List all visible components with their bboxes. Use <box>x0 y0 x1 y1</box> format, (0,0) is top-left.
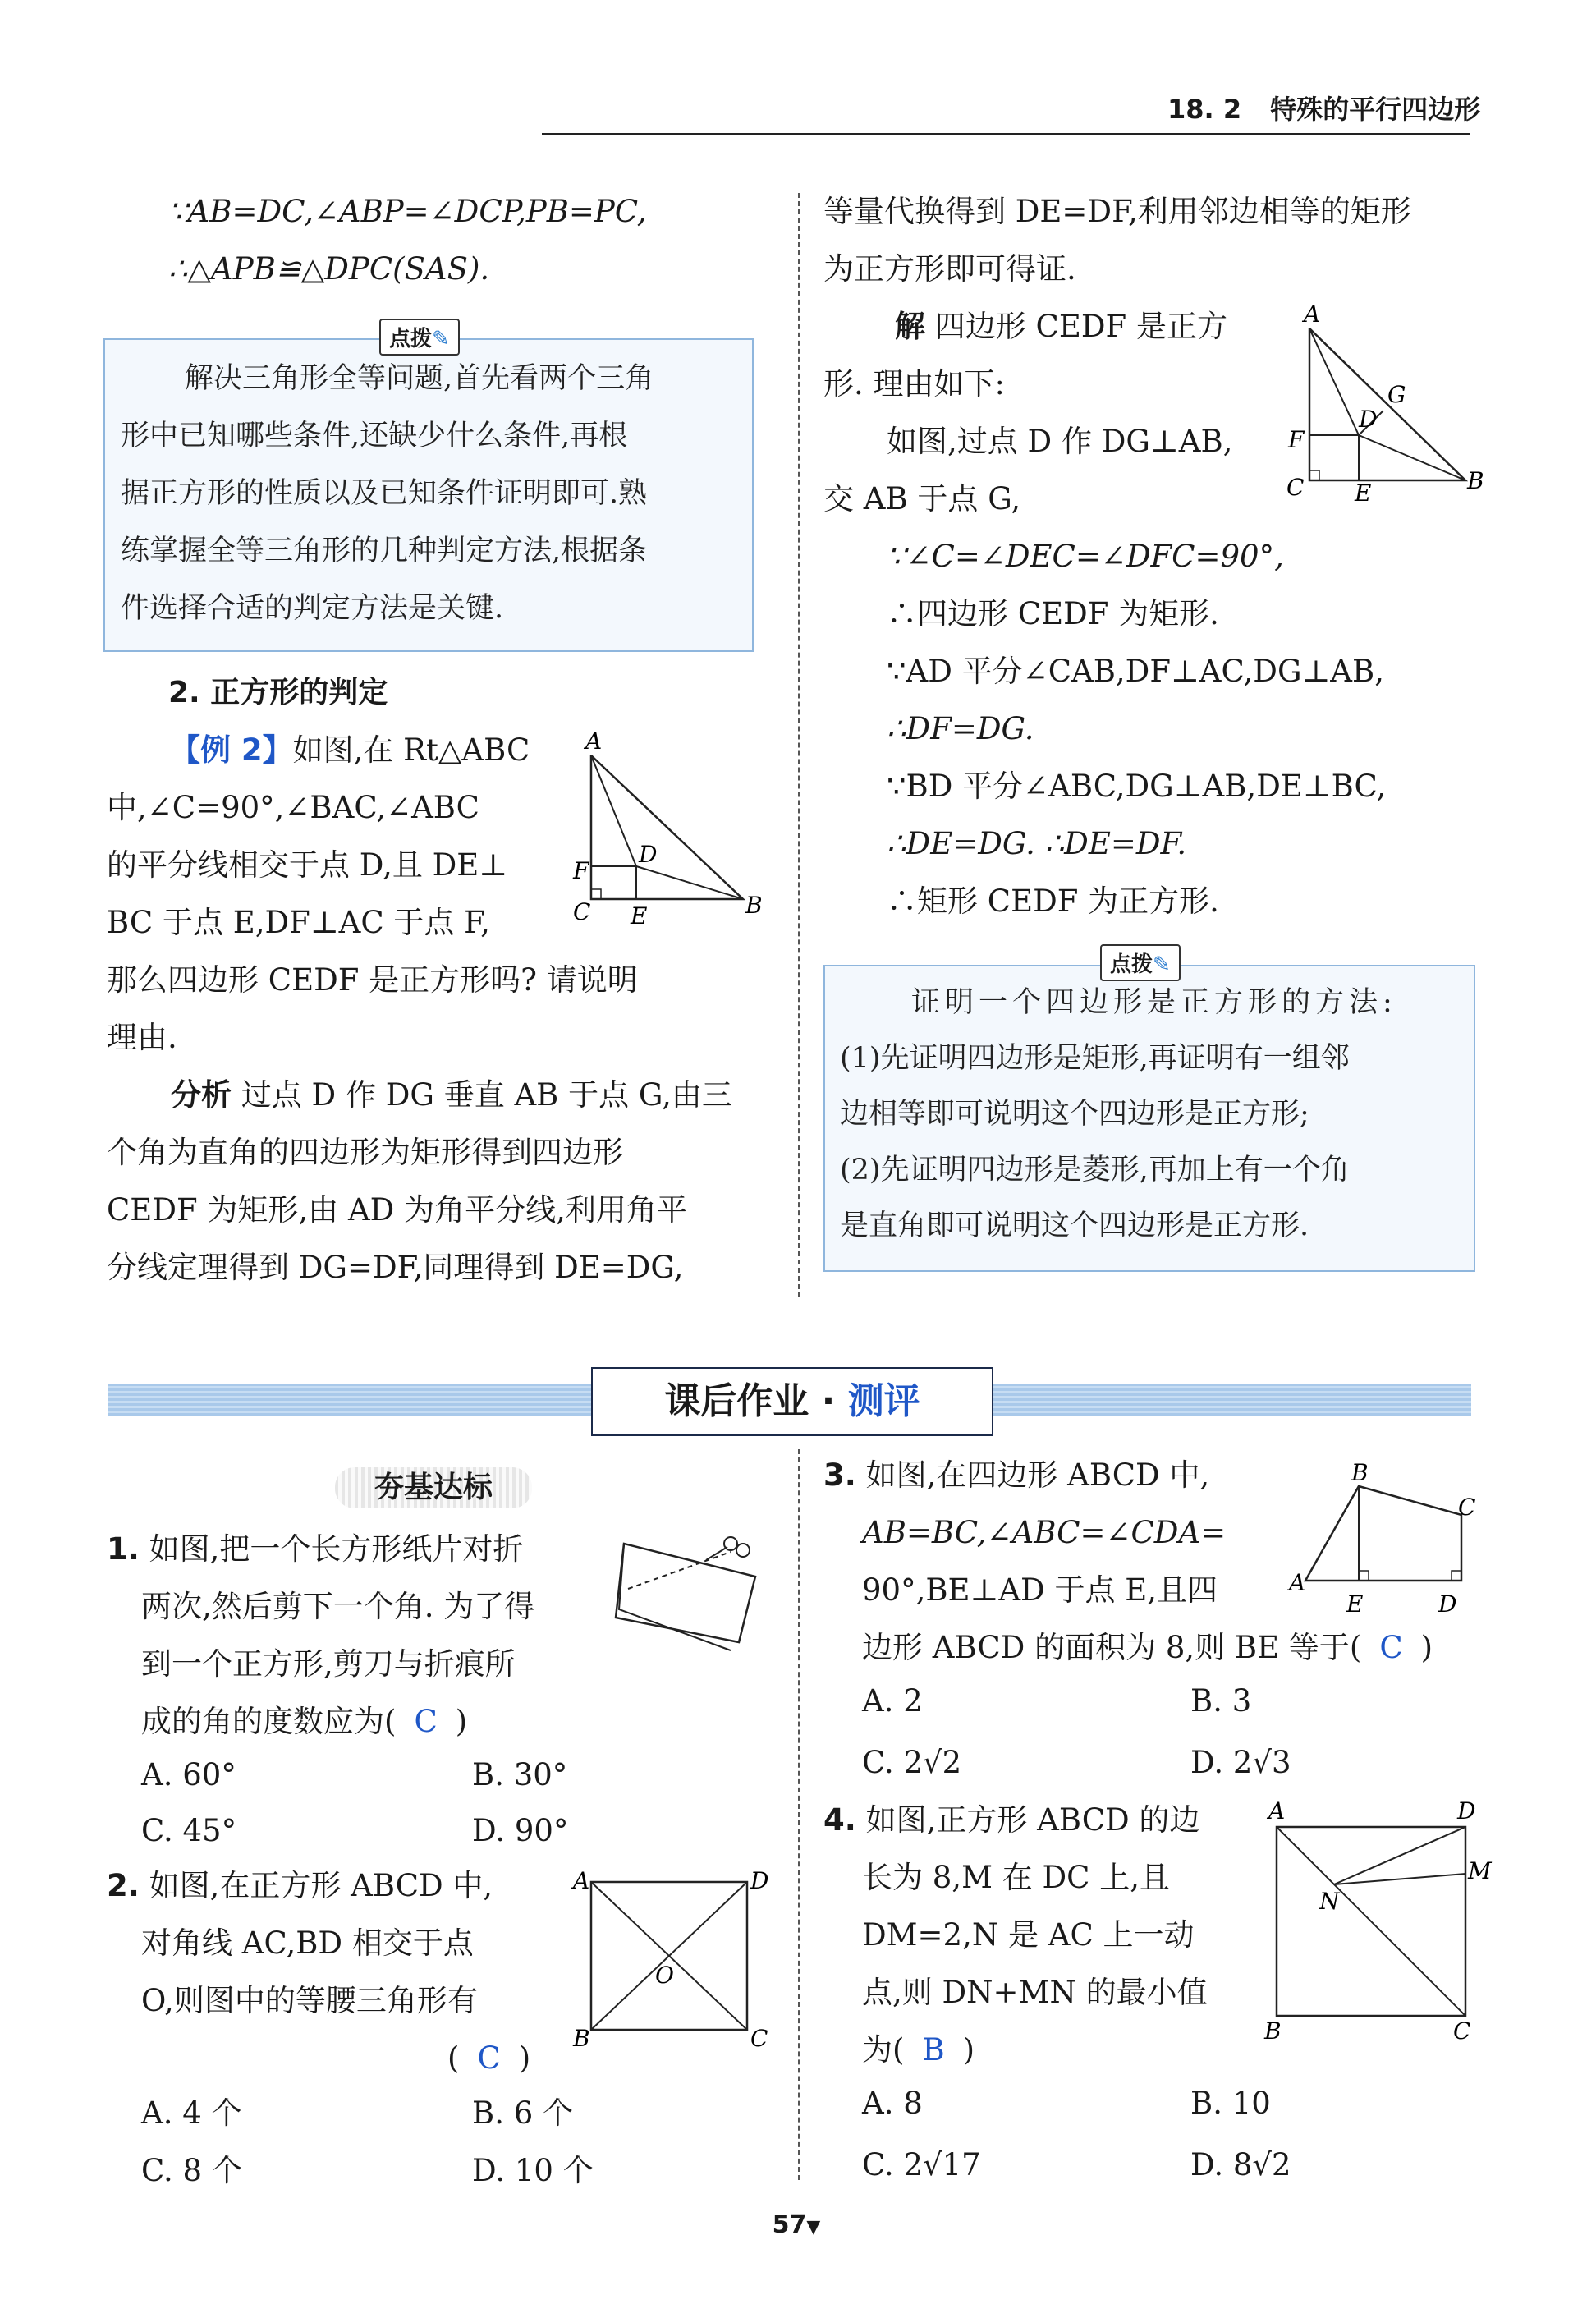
q4-square-figure <box>1256 1794 1494 2045</box>
tip2-line-2: (1)先证明四边形是矩形,再证明有一组邻 <box>840 1042 1350 1075</box>
label-B: B <box>1264 2017 1282 2045</box>
solution-line-11: ∴矩形 CEDF 为正方形. <box>887 884 1219 919</box>
analysis-label: 分析 <box>171 1077 232 1113</box>
label-A: A <box>1289 1569 1306 1596</box>
q4-option-c: C. 2√17 <box>862 2147 981 2182</box>
label-O: O <box>655 1962 674 1989</box>
example2-line-3: 的平分线相交于点 D,且 DE⊥ <box>107 847 508 883</box>
solution-line-2: 形. 理由如下: <box>823 366 1005 402</box>
pin-icon: ✎ <box>1153 952 1171 977</box>
q2-option-c: C. 8 个 <box>141 2153 242 2188</box>
solution-triangle-figure <box>1277 301 1484 509</box>
q4-line-3: DM=2,N 是 AC 上一动 <box>862 1917 1195 1953</box>
q2-square-figure <box>566 1864 772 2053</box>
label-A: A <box>585 727 603 755</box>
q3-option-d: D. 2√3 <box>1190 1745 1291 1780</box>
analysis-line-2: 个角为直角的四边形为矩形得到四边形 <box>107 1135 623 1170</box>
label-D: D <box>639 841 658 868</box>
q4-answer: B <box>922 2032 945 2068</box>
page-number: 57▼ <box>772 2210 821 2239</box>
analysis-first-line: 分析 过点 D 作 DG 垂直 AB 于点 G,由三 <box>171 1077 732 1113</box>
label-E: E <box>1355 480 1372 507</box>
q3-option-c: C. 2√2 <box>862 1745 962 1780</box>
label-A: A <box>573 1867 590 1894</box>
q1-option-a: A. 60° <box>141 1757 236 1792</box>
proof-line-2: ∴△APB≌△DPC(SAS). <box>168 251 490 287</box>
q1-first-line: 1. 如图,把一个长方形纸片对折 <box>107 1531 524 1567</box>
q1-folded-paper-figure <box>608 1527 772 1659</box>
label-B: B <box>1351 1459 1369 1486</box>
triangle-down-icon: ▼ <box>806 2217 821 2237</box>
solution-line-6: ∴四边形 CEDF 为矩形. <box>887 596 1219 631</box>
q4-line-2: 长为 8,M 在 DC 上,且 <box>862 1860 1170 1895</box>
label-G: G <box>1387 381 1406 408</box>
q2-line-2: 对角线 AC,BD 相交于点 <box>141 1925 474 1961</box>
scissors-icon <box>706 1537 750 1560</box>
q3-option-a: A. 2 <box>862 1683 923 1719</box>
tip1-line-1: 解决三角形全等问题,首先看两个三角 <box>185 362 654 395</box>
q4-option-a: A. 8 <box>862 2086 923 2121</box>
example2-line-5: 那么四边形 CEDF 是正方形吗? 请说明 <box>107 962 638 998</box>
solution-line-10: ∴DE=DG. ∴DE=DF. <box>887 826 1187 861</box>
right-line-2: 为正方形即可得证. <box>823 251 1076 287</box>
label-C: C <box>750 2025 768 2052</box>
analysis-line-4: 分线定理得到 DG=DF,同理得到 DE=DG, <box>107 1250 684 1285</box>
tip2-line-4: (2)先证明四边形是菱形,再加上有一个角 <box>840 1154 1350 1186</box>
solution-first-line: 解 四边形 CEDF 是正方 <box>895 309 1227 344</box>
label-D: D <box>1438 1590 1457 1618</box>
q1-option-d: D. 90° <box>472 1813 569 1848</box>
banner-title: 课后作业 · 测评 <box>591 1367 993 1436</box>
q2-answer-line: ( C ) <box>447 2040 531 2076</box>
q2-option-d: D. 10 个 <box>472 2153 594 2188</box>
section-2-title: 2. 正方形的判定 <box>168 676 388 709</box>
label-B: B <box>1467 467 1484 494</box>
label-D: D <box>750 1867 769 1894</box>
q3-line-3: 90°,BE⊥AD 于点 E,且四 <box>862 1572 1218 1608</box>
label-D: D <box>1359 406 1378 433</box>
label-N: N <box>1319 1888 1340 1915</box>
example2-triangle-figure <box>566 723 780 936</box>
tip1-line-5: 件选择合适的判定方法是关键. <box>121 592 504 625</box>
q3-line-2: AB=BC,∠ABC=∠CDA= <box>862 1515 1227 1550</box>
proof-line-1: ∵AB=DC,∠ABP=∠DCP,PB=PC, <box>168 194 647 229</box>
q3-quadrilateral-figure <box>1289 1457 1478 1622</box>
right-line-1: 等量代换得到 DE=DF,利用邻边相等的矩形 <box>823 194 1411 229</box>
q2-option-b: B. 6 个 <box>472 2095 574 2131</box>
label-C: C <box>573 898 591 925</box>
q3-option-b: B. 3 <box>1190 1683 1252 1719</box>
tip2-line-1: 证明一个四边形是正方形的方法: <box>911 986 1397 1019</box>
label-D: D <box>1457 1797 1476 1824</box>
tip1-line-2: 形中已知哪些条件,还缺少什么条件,再根 <box>121 420 628 452</box>
q3-first-line: 3. 如图,在四边形 ABCD 中, <box>823 1457 1210 1493</box>
tip2-line-5: 是直角即可说明这个四边形是正方形. <box>840 1209 1309 1242</box>
q3-line-4: 边形 ABCD 的面积为 8,则 BE 等于( C ) <box>862 1630 1433 1665</box>
solution-line-5: ∵∠C=∠DEC=∠DFC=90°, <box>887 539 1284 574</box>
example2-first-line: 【例 2】如图,在 Rt△ABC <box>170 732 530 768</box>
tip-label-1: 点拨✎ <box>379 319 460 356</box>
q1-line-4: 成的角的度数应为( C ) <box>141 1704 468 1739</box>
label-C: C <box>1286 474 1305 501</box>
q1-line-2: 两次,然后剪下一个角. 为了得 <box>141 1589 535 1624</box>
label-C: C <box>1458 1494 1476 1521</box>
q1-option-b: B. 30° <box>472 1757 568 1792</box>
tip-label-2: 点拨✎ <box>1100 944 1181 981</box>
example-tag: 【例 2】 <box>170 732 293 768</box>
q2-line-3: O,则图中的等腰三角形有 <box>141 1983 478 2018</box>
header-rule <box>542 133 1470 135</box>
label-M: M <box>1468 1857 1492 1884</box>
solution-line-4: 交 AB 于点 G, <box>823 481 1021 516</box>
label-F: F <box>573 857 589 884</box>
label-B: B <box>745 892 763 919</box>
analysis-line-3: CEDF 为矩形,由 AD 为角平分线,利用角平 <box>107 1192 687 1228</box>
label-E: E <box>1346 1590 1364 1618</box>
q3-answer: C <box>1379 1630 1403 1665</box>
q1-answer: C <box>414 1704 438 1739</box>
solution-line-7: ∵AD 平分∠CAB,DF⊥AC,DG⊥AB, <box>887 654 1384 689</box>
solution-line-9: ∵BD 平分∠ABC,DG⊥AB,DE⊥BC, <box>887 769 1387 804</box>
q4-line-4: 点,则 DN+MN 的最小值 <box>862 1975 1208 2010</box>
example2-line-6: 理由. <box>107 1020 177 1055</box>
label-B: B <box>573 2025 590 2052</box>
subheading-badge: 夯基达标 <box>335 1467 532 1508</box>
q1-option-c: C. 45° <box>141 1813 237 1848</box>
tip2-line-3: 边相等即可说明这个四边形是正方形; <box>840 1098 1309 1131</box>
column-divider-2 <box>798 1449 800 2180</box>
label-E: E <box>631 902 648 929</box>
solution-line-3: 如图,过点 D 作 DG⊥AB, <box>887 424 1233 459</box>
q2-first-line: 2. 如图,在正方形 ABCD 中, <box>107 1868 493 1903</box>
section-number: 18. 2 <box>1167 94 1242 125</box>
q1-line-3: 到一个正方形,剪刀与折痕所 <box>141 1646 516 1682</box>
q4-option-d: D. 8√2 <box>1190 2147 1291 2182</box>
solution-line-8: ∴DF=DG. <box>887 711 1034 746</box>
q2-answer: C <box>477 2040 501 2076</box>
pin-icon: ✎ <box>432 327 450 351</box>
label-F: F <box>1288 426 1305 453</box>
column-divider <box>798 193 800 1297</box>
tip1-line-3: 据正方形的性质以及已知条件证明即可.熟 <box>121 477 648 510</box>
label-A: A <box>1304 301 1321 328</box>
q4-option-b: B. 10 <box>1190 2086 1271 2121</box>
running-header <box>1167 89 1480 126</box>
q4-line-5: 为( B ) <box>862 2032 975 2068</box>
q4-first-line: 4. 如图,正方形 ABCD 的边 <box>823 1802 1200 1838</box>
label-C: C <box>1453 2017 1471 2045</box>
tip1-line-4: 练掌握全等三角形的几种判定方法,根据条 <box>121 535 648 567</box>
example2-line-4: BC 于点 E,DF⊥AC 于点 F, <box>107 905 490 940</box>
solution-label: 解 <box>895 309 925 344</box>
example2-line-2: 中,∠C=90°,∠BAC,∠ABC <box>107 790 479 825</box>
q2-option-a: A. 4 个 <box>141 2095 242 2131</box>
section-title: 特殊的平行四边形 <box>1270 94 1481 125</box>
label-A: A <box>1268 1797 1286 1824</box>
